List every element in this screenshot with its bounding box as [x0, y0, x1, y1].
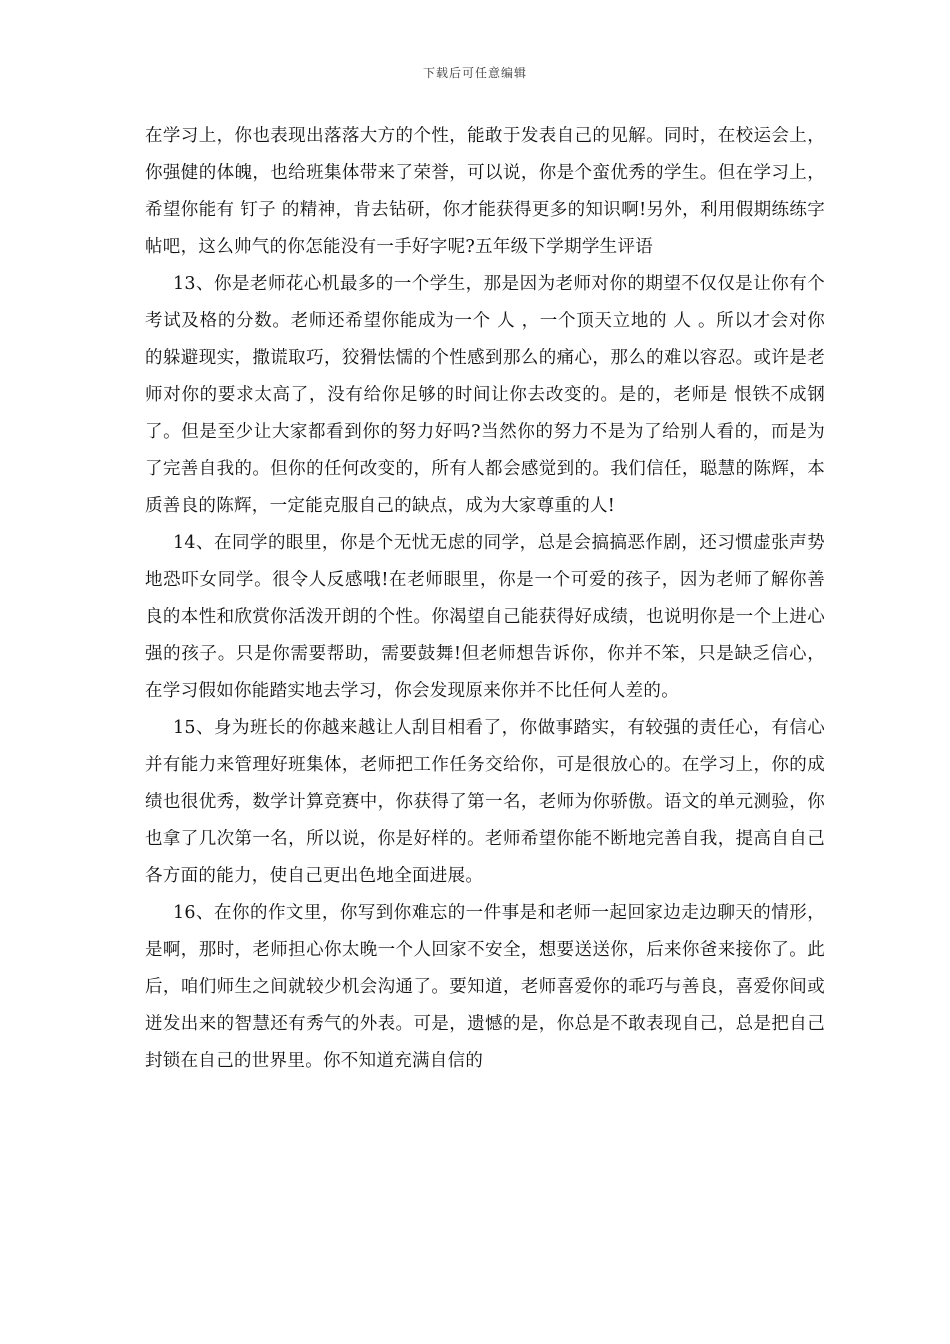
document-body: [145, 118, 825, 1080]
paragraph-15: 15、身为班长的你越来越让人刮目相看了，你做事踏实，有较强的责任心，有信心并有能力来管理好班集体，老师把工作任务交给你，可是很放心的。在学习上，你的成绩也很优秀，数学计算竞赛中，你获得了第一名，老师为你骄傲。语文的单元测验，你也拿了几次第一名，所以说，你是好样的。老师希望你能不断地完善自我，提高自自己各方面的能力，使自己更出色地全面进展。: [145, 718, 825, 886]
paragraph-continuation: 在学习上，你也表现出落落大方的个性，能敢于发表自己的见解。同时，在校运会上，你强健的体魄，也给班集体带来了荣誉，可以说，你是个蛮优秀的学生。但在学习上，希望你能有 钉子 的精神，肯去钻研，你才能获得更多的知识啊!另外，利用假期练练字帖吧，这么帅气的你怎能没有一手好字呢?五年级下学期学生评语: [145, 126, 825, 257]
paragraph-13: 13、你是老师花心机最多的一个学生，那是因为老师对你的期望不仅仅是让你有个考试及格的分数。老师还希望你能成为一个 人 ，一个顶天立地的 人 。所以才会对你的躲避现实，撒谎取巧，狡猾怯懦的个性感到那么的痛心，那么的难以容忍。或许是老师对你的要求太高了，没有给你足够的时间让你去改变的。是的，老师是 恨铁不成钢 了。但是至少让大家都看到你的努力好吗?当然你的努力不是为了给别人看的，而是为了完善自我的。但你的任何改变的，所有人都会感觉到的。我们信任，聪慧的陈辉，本质善良的陈辉，一定能克服自己的缺点，成为大家尊重的人!: [145, 274, 825, 516]
page-header: 下载后可任意编辑: [422, 66, 527, 80]
paragraph-14: 14、在同学的眼里，你是个无忧无虑的同学，总是会搞搞恶作剧，还习惯虚张声势地恐吓女同学。很令人反感哦!在老师眼里，你是一个可爱的孩子，因为老师了解你善良的本性和欣赏你活泼开朗的个性。你渴望自己能获得好成绩，也说明你是一个上进心强的孩子。只是你需要帮助，需要鼓舞!但老师想告诉你，你并不笨，只是缺乏信心，在学习假如你能踏实地去学习，你会发现原来你并不比任何人差的。: [145, 533, 825, 701]
paragraph-16: 16、在你的作文里，你写到你难忘的一件事是和老师一起回家边走边聊天的情形，是啊，那时，老师担心你太晚一个人回家不安全，想要送送你，后来你爸来接你了。此后，咱们师生之间就较少机会沟通了。要知道，老师喜爱你的乖巧与善良，喜爱你间或迸发出来的智慧还有秀气的外表。可是，遗憾的是，你总是不敢表现自己，总是把自己封锁在自己的世界里。你不知道充满自信的: [145, 903, 825, 1071]
